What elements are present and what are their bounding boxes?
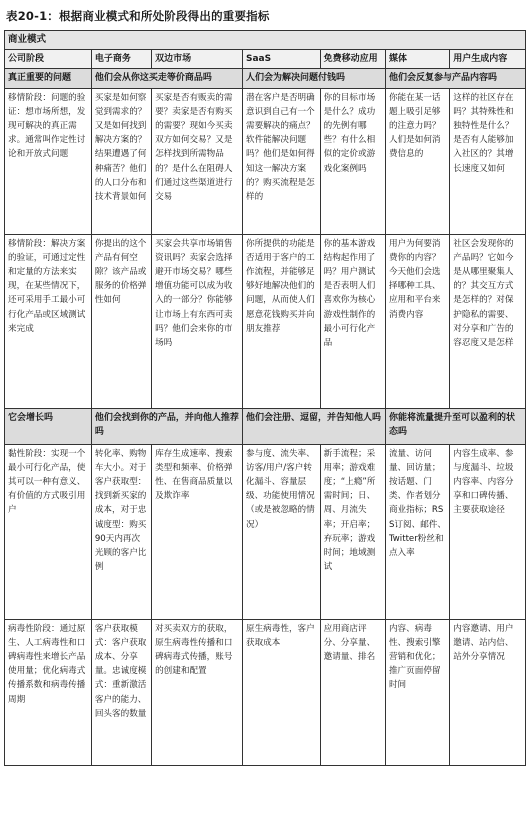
header-saas: SaaS <box>242 50 320 69</box>
cell-stickiness1-ugc: 社区会发现你的产品吗？它如今是从哪里聚集人的？其交互方式是怎样的？对保护隐私的需要、对分享和广告的容忍度又是怎样 <box>450 234 526 408</box>
band-title: 商业模式 <box>5 31 526 50</box>
cell-empathy-media: 你能在某一话题上吸引足够的注意力吗？人们是如何消费信息的 <box>385 88 449 234</box>
section-key-question: 真正重要的问题 <box>5 69 92 88</box>
cell-stickiness1-saas: 你所提供的功能是否适用于客户的工作流程，并能够足够好地解决他们的问题，从而使人们愿意花钱购买并向朋友推荐 <box>242 234 320 408</box>
question-media: 他们会反复参与产品内容吗 <box>385 69 525 88</box>
question2-ecommerce: 他们会找到你的产品，并向他人推荐吗 <box>91 408 242 444</box>
cell-stickiness2-stage: 黏性阶段：实现一个最小可行化产品，使其可以一种有意义、有价值的方式吸引用户 <box>5 444 92 619</box>
question-saas: 人们会为解决问题付钱吗 <box>242 69 385 88</box>
cell-empathy-stage: 移情阶段：问题的验证：想市场所想，发现可解决的真正需求。通常叫作定性讨论和开放式问题 <box>5 88 92 234</box>
cell-stickiness2-ugc: 内容生成率、参与度漏斗、垃圾内容率、内容分享和口碑传播、主要获取途径 <box>450 444 526 619</box>
cell-virality-mobile: 应用商店评分、分享量、邀请量、排名 <box>320 619 385 765</box>
question2-saas: 他们会注册、逗留，并告知他人吗 <box>242 408 385 444</box>
cell-stickiness2-market: 库存生成速率、搜索类型和频率、价格弹性、在售商品质量以及欺诈率 <box>152 444 243 619</box>
cell-stickiness2-ecommerce: 转化率、购物车大小。对于客户获取型：找到新买家的成本，对于忠诚度型：购买90天内再次光顾的客户比例 <box>91 444 151 619</box>
cell-stickiness1-market: 买家会共享市场销售资讯吗？卖家会选择避开市场交易？哪些增值功能可以成为收入的一部分？你能够让市场上有东西可卖吗？他们会来你的市场吗 <box>152 234 243 408</box>
question2-media: 你能将流量提升至可以盈利的状态吗 <box>385 408 525 444</box>
cell-virality-stage: 病毒性阶段：通过原生、人工病毒性和口碑病毒性来增长产品使用量；优化病毒式传播系数和病毒传播周期 <box>5 619 92 765</box>
cell-empathy-ugc: 这样的社区存在吗？其特殊性和独特性是什么？是否有人能够加入社区的？其增长速度又如何 <box>450 88 526 234</box>
cell-stickiness2-saas: 参与度、流失率、访客/用户/客户转化漏斗、容量层级、功能使用情况（或是被忽略的情况） <box>242 444 320 619</box>
cell-stickiness1-ecommerce: 你提出的这个产品有何空隙？该产品或服务的价格弹性如何 <box>91 234 151 408</box>
cell-empathy-market: 买家是否有贩卖的需要？卖家是否有购买的需要？现如今买卖双方如何交易？又是怎样找到所需物品的？是什么在阻碍人们通过这些渠道进行交易 <box>152 88 243 234</box>
cell-stickiness2-media: 流量、访问量、回访量；按话题、门类、作者划分商业指标；RSS订阅、邮件、Twitter粉丝和点入率 <box>385 444 449 619</box>
cell-virality-media: 内容、病毒性、搜索引擎营销和优化；推广页面停留时间 <box>385 619 449 765</box>
table-caption: 表20-1：根据商业模式和所处阶段得出的重要指标 <box>6 9 270 23</box>
cell-stickiness1-stage: 移情阶段：解决方案的验证，可通过定性和定量的方法来实现，在某些情况下，还可采用手工最小可行化产品或区域测试来完成 <box>5 234 92 408</box>
cell-virality-market: 对买卖双方的获取，原生病毒性传播和口碑病毒式传播，账号的创建和配置 <box>152 619 243 765</box>
section-growth-question: 它会增长吗 <box>5 408 92 444</box>
header-two-sided-market: 双边市场 <box>152 50 243 69</box>
header-ecommerce: 电子商务 <box>91 50 151 69</box>
cell-virality-ugc: 内容邀请、用户邀请、站内信、站外分享情况 <box>450 619 526 765</box>
metrics-table <box>4 30 526 766</box>
cell-empathy-mobile: 你的目标市场是什么？成功的先例有哪些？有什么相似的定价或游戏化案例吗 <box>320 88 385 234</box>
cell-virality-ecommerce: 客户获取模式：客户获取成本、分享量。忠诚度模式：重新激活客户的能力、回头客的数量 <box>91 619 151 765</box>
header-free-mobile-app: 免费移动应用 <box>320 50 385 69</box>
cell-empathy-saas: 潜在客户是否明确意识到自己有一个需要解决的痛点？软件能解决问题吗？他们是如何得知这一解决方案的？购买流程是怎样的 <box>242 88 320 234</box>
cell-empathy-ecommerce: 买家是如何察觉到需求的？又是如何找到解决方案的？结果遭遇了何种痛苦？他们的人口分布和技术背景如何 <box>91 88 151 234</box>
header-stage: 公司阶段 <box>5 50 92 69</box>
cell-stickiness1-media: 用户为何要消费你的内容？今天他们会选择哪种工具、应用和平台来消费内容 <box>385 234 449 408</box>
header-ugc: 用户生成内容 <box>450 50 526 69</box>
cell-stickiness1-mobile: 你的基本游戏结构起作用了吗？用户测试是否表明人们喜欢你为核心游戏性制作的最小可行化产品 <box>320 234 385 408</box>
question-ecommerce: 他们会从你这买走等价商品吗 <box>91 69 242 88</box>
header-media: 媒体 <box>385 50 449 69</box>
cell-stickiness2-mobile: 新手流程；采用率；游戏难度；“上瘾”所需时间；日、周、月流失率；开启率；弃玩率；游戏时间；地域测试 <box>320 444 385 619</box>
cell-virality-saas: 原生病毒性，客户获取成本 <box>242 619 320 765</box>
